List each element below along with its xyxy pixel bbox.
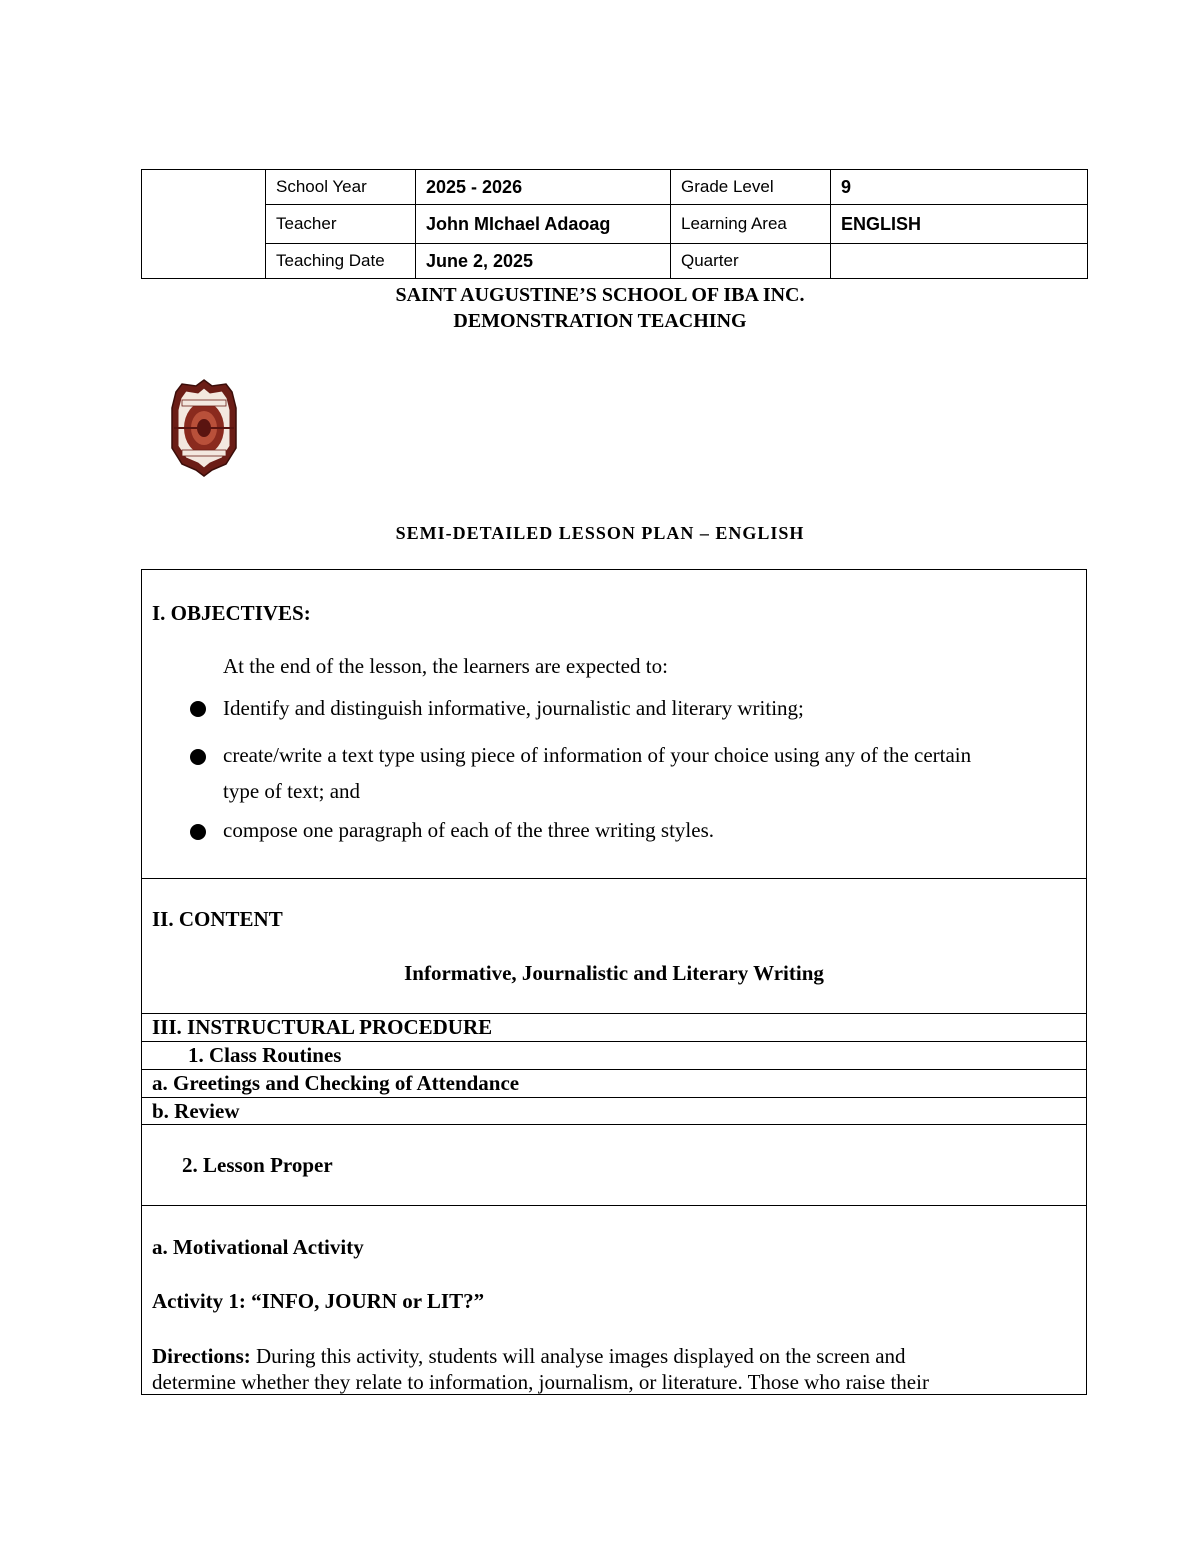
review-row bbox=[142, 1098, 1086, 1125]
content-section bbox=[142, 879, 1086, 1014]
bullet-icon bbox=[190, 701, 206, 717]
school-seal-logo bbox=[166, 378, 242, 478]
grade-level-value: 9 bbox=[831, 170, 1088, 205]
event-title: DEMONSTRATION TEACHING bbox=[453, 310, 747, 332]
school-year-value: 2025 - 2026 bbox=[416, 170, 671, 205]
greetings: a. Greetings and Checking of Attendance bbox=[152, 1071, 520, 1095]
quarter-label: Quarter bbox=[671, 244, 831, 279]
content-heading: II. CONTENT bbox=[152, 907, 283, 931]
grade-level-label: Grade Level bbox=[671, 170, 831, 205]
activity-title: Activity 1: “INFO, JOURN or LIT?” bbox=[152, 1289, 485, 1313]
lesson-plan-title: SEMI-DETAILED LESSON PLAN – ENGLISH bbox=[395, 523, 805, 543]
procedure-heading: III. INSTRUCTURAL PROCEDURE bbox=[152, 1015, 493, 1039]
bullet-icon bbox=[190, 824, 206, 840]
school-name: SAINT AUGUSTINE’S SCHOOL OF IBA INC. bbox=[395, 284, 805, 306]
content-topic: Informative, Journalistic and Literary Writing bbox=[404, 961, 824, 985]
school-year-label: School Year bbox=[266, 170, 416, 205]
objective-item-2: create/write a text type using piece of information of your choice using any of the certain bbox=[223, 743, 972, 767]
objectives-heading: I. OBJECTIVES: bbox=[152, 601, 311, 625]
class-routines-row bbox=[142, 1042, 1086, 1070]
teaching-date-label: Teaching Date bbox=[266, 244, 416, 279]
objectives-intro: At the end of the lesson, the learners are expected to: bbox=[223, 654, 668, 678]
info-table bbox=[141, 169, 1088, 279]
info-row-teacher bbox=[142, 205, 1088, 244]
review: b. Review bbox=[152, 1099, 240, 1123]
directions-line-1 bbox=[152, 1344, 906, 1369]
quarter-value bbox=[831, 244, 1088, 279]
learning-area-value: ENGLISH bbox=[831, 205, 1088, 244]
procedure-heading-row bbox=[142, 1014, 1086, 1042]
directions-label: Directions: bbox=[152, 1344, 251, 1368]
teacher-value: John MIchael Adaoag bbox=[416, 205, 671, 244]
class-routines: 1. Class Routines bbox=[188, 1043, 342, 1067]
greetings-row bbox=[142, 1070, 1086, 1098]
objective-item-3: compose one paragraph of each of the three writing styles. bbox=[223, 818, 714, 842]
info-row-teaching-date bbox=[142, 244, 1088, 279]
lesson-plan-box bbox=[141, 569, 1087, 1395]
motivational-section bbox=[142, 1206, 1086, 1394]
info-row-school-year bbox=[142, 170, 1088, 205]
learning-area-label: Learning Area bbox=[671, 205, 831, 244]
bullet-icon bbox=[190, 749, 206, 765]
teaching-date-value: June 2, 2025 bbox=[416, 244, 671, 279]
lesson-proper-row bbox=[142, 1125, 1086, 1206]
teacher-label: Teacher bbox=[266, 205, 416, 244]
objectives-section bbox=[142, 570, 1086, 879]
motivational-heading: a. Motivational Activity bbox=[152, 1235, 364, 1259]
directions-line-2: determine whether they relate to information, journalism, or literature. Those who raise their bbox=[152, 1370, 929, 1394]
objective-item-1: Identify and distinguish informative, journalistic and literary writing; bbox=[223, 696, 804, 720]
objective-item-2-cont: type of text; and bbox=[223, 779, 361, 803]
lesson-proper: 2. Lesson Proper bbox=[182, 1153, 333, 1177]
directions-text: During this activity, students will analyse images displayed on the screen and bbox=[250, 1344, 906, 1368]
blank-cell bbox=[142, 170, 266, 279]
